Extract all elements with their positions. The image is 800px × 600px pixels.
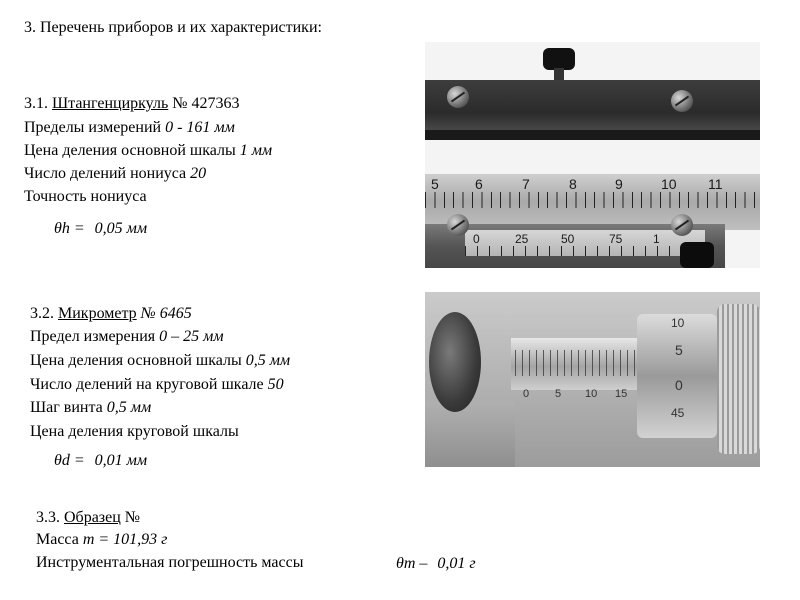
theta-m-symbol: θm [396, 555, 416, 572]
micrometer-sleeve-number: 10 [585, 388, 598, 400]
page-heading: 3. Перечень приборов и их характеристики: [24, 19, 322, 36]
micrometer-circ-price-label: Цена деления круговой шкалы [30, 423, 239, 440]
micrometer-range-value: 0 – 25 мм [159, 328, 224, 345]
caliper-screw-left [447, 86, 469, 108]
micrometer-thimble-number: 0 [675, 377, 683, 393]
micrometer-thimble-number: 45 [671, 406, 685, 420]
micrometer-thimble-number: 5 [675, 342, 683, 358]
caliper-main-scale-value: 1 мм [239, 142, 273, 159]
micrometer-pitch-value: 0,5 мм [106, 399, 152, 416]
micrometer-main-scale-label: Цена деления основной шкалы [30, 352, 242, 369]
caliper-upper-rim [425, 130, 760, 140]
micrometer-title-name: Микрометр [58, 305, 137, 322]
micrometer-formula [54, 452, 147, 470]
caliper-lock-knob [543, 48, 575, 70]
caliper-scale-number: 9 [615, 176, 623, 192]
caliper-scale-number: 8 [569, 176, 577, 192]
sample-mass [36, 530, 167, 550]
caliper-main-scale-label: Цена деления основной шкалы [24, 142, 236, 159]
micrometer-lock-knob [429, 312, 481, 412]
caliper-range-label: Пределы измерений [24, 119, 162, 136]
micrometer-title-no: № 6465 [140, 305, 192, 322]
caliper-title [24, 94, 240, 114]
sample-mass-value: m = 101,93 г [82, 531, 168, 548]
theta-h-symbol: θh [54, 220, 70, 237]
caliper-main-scale [24, 141, 272, 161]
micrometer-range-label: Предел измерения [30, 328, 156, 345]
caliper-accuracy-label: Точность нониуса [24, 188, 147, 205]
theta-d-symbol: θd [54, 452, 70, 469]
micrometer-range [30, 327, 224, 347]
caliper-screw-lower-right [671, 214, 693, 236]
sample-title-no: № [124, 509, 141, 526]
micrometer-sleeve-number: 0 [523, 388, 530, 400]
caliper-scale-number: 5 [431, 176, 439, 192]
caliper-main-scale-ticks [425, 192, 760, 208]
micrometer-title-num: 3.2. [30, 305, 54, 322]
micrometer-pitch-label: Шаг винта [30, 399, 103, 416]
micrometer-main-scale-value: 0,5 мм [245, 352, 291, 369]
sample-formula-value: 0,01 г [437, 555, 476, 572]
micrometer-pitch [30, 398, 151, 418]
caliper-formula-value: 0,05 мм [94, 220, 148, 237]
micrometer-photo [425, 292, 760, 467]
caliper-range-value: 0 - 161 мм [165, 119, 235, 136]
sample-formula [396, 555, 476, 573]
caliper-fine-knob [680, 242, 714, 268]
sample-mass-label: Масса [36, 531, 79, 548]
caliper-vernier-number: 0 [473, 232, 480, 246]
caliper-scale-number: 11 [708, 176, 723, 192]
caliper-title-name: Штангенциркуль [52, 95, 169, 112]
micrometer-sleeve-number: 15 [615, 388, 628, 400]
micrometer-circ-divisions [30, 375, 284, 395]
sample-error-label: Инструментальная погрешность массы [36, 554, 304, 571]
caliper-vernier-number: 75 [609, 232, 623, 246]
micrometer-formula-eq: = [73, 452, 85, 469]
sample-title [36, 508, 140, 528]
micrometer-sleeve-ticks [515, 350, 637, 376]
caliper-scale-number: 7 [522, 176, 530, 192]
caliper-screw-lower-left [447, 214, 469, 236]
caliper-vernier-divisions-label: Число делений нониуса [24, 165, 187, 182]
caliper-title-num: 3.1. [24, 95, 48, 112]
sample-title-name: Образец [64, 509, 121, 526]
caliper-vernier-number: 25 [515, 232, 529, 246]
sample-title-num: 3.3. [36, 509, 60, 526]
sample-formula-eq: – [419, 555, 428, 572]
micrometer-ratchet [717, 304, 760, 454]
micrometer-circ-divisions-label: Число делений на круговой шкале [30, 376, 264, 393]
caliper-range [24, 118, 235, 138]
micrometer-title [30, 304, 192, 324]
caliper-vernier-divisions [24, 164, 206, 184]
caliper-accuracy-formula [54, 220, 147, 238]
micrometer-sleeve-number: 5 [555, 388, 562, 400]
micrometer-thimble-number: 10 [671, 316, 685, 330]
caliper-vernier-number: 1 [653, 232, 660, 246]
micrometer-frame [425, 402, 515, 467]
caliper-scale-number: 6 [475, 176, 483, 192]
caliper-formula-eq: = [73, 220, 85, 237]
micrometer-formula-value: 0,01 мм [94, 452, 148, 469]
caliper-vernier-number: 50 [561, 232, 575, 246]
micrometer-main-scale [30, 351, 290, 371]
caliper-vernier-ticks [465, 246, 705, 256]
caliper-title-no: № 427363 [172, 95, 240, 112]
caliper-upper-jaw [425, 80, 760, 135]
caliper-vernier-divisions-value: 20 [190, 165, 207, 182]
caliper-screw-right [671, 90, 693, 112]
caliper-scale-number: 10 [661, 176, 677, 192]
caliper-photo [425, 42, 760, 268]
micrometer-circ-divisions-value: 50 [267, 376, 284, 393]
